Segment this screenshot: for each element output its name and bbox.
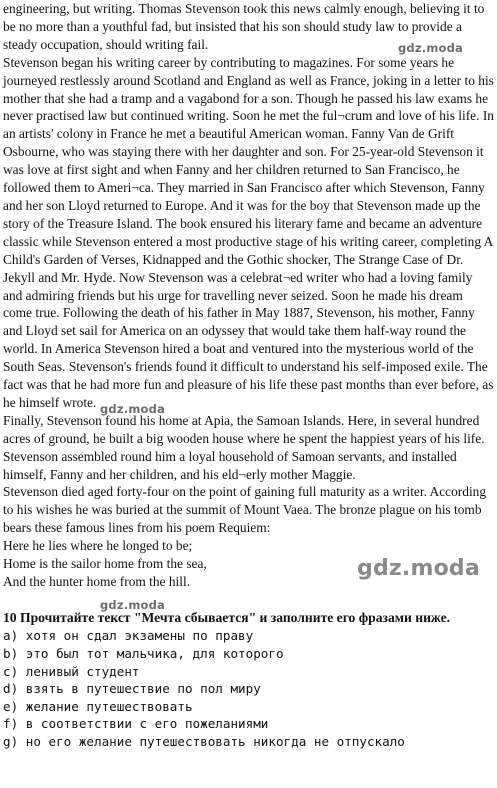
task-item-f: f) в соответствии с его пожеланиями (3, 716, 269, 732)
task-item-g: g) но его желание путешествовать никогда не отпускало (3, 733, 405, 749)
watermark-2: gdz.moda (100, 402, 166, 416)
watermark-3: gdz.moda (357, 556, 480, 581)
paragraph-4: Stevenson died aged forty-four on the point of gaining full maturity as a writer. According to his wishes he was buried at the summit of Mount Vaea. The bronze plague on his tomb bears these famous lines from his poem Requiem: (3, 484, 487, 536)
task-item-c: c) ленивый студент (3, 663, 140, 679)
task-item-e: e) желание путешествовать (3, 698, 193, 714)
paragraph-3: Finally, Stevenson found his home at Apia, the Samoan Islands. Here, in several hundred acres of ground, he built a big wooden house where he spent the happiest years of his life. Stevenson assembled round him a loyal household of Samoan servants, and installed himself, Fanny and her children, and his eld¬erly mother Maggie. (3, 412, 485, 482)
paragraph-2: Stevenson began his writing career by contributing to magazines. For some years he journeyed restlessly around Scotland and England as well as France, joking in a letter to his mother that she had a tramp and a vagabond for a son. Though he passed his law exams he never practised law but continued writing. Soon he met the ful¬crum and love of his life. In an artists' colony in France he met a beautiful American woman. Fanny Van de Grift Osbourne, who was staying there with her daughter and son. For 25-year-old Stevenson it was love at first sight and when Fanny and her children returned to San Francisco, he followed them to Ameri¬ca. They married in San Francisco after which Stevenson, Fanny and her son Lloyd returned to Europe. And it was for the boy that Stevenson made up the story of the Treasure Island. The book ensured his literary fame and became an adventure classic while Stevenson entered a most productive stage of his writing career, completing A Child's Garden of Verses, Kidnapped and the Gothic shocker, The Strange Case of Dr. Jekyll and Mr. Hyde. Now Stevenson was a celebrat¬ed writer who had a loving family and admiring friends but his urge for travelling never seized. Soon he made his dream come true. Following the death of his father in May 1887, Stevenson, his mother, Fanny and Lloyd set sail for America on an odyssey that would take them half-way round the world. In America Stevenson hired a boat and ventured into the mysterious world of the South Seas. Stevenson's friends found it difficult to understand his self-imposed exile. The fact was that he had more fun and pleasure of his life these past months than ever before, as he himself wrote. (3, 54, 494, 410)
task-list (3, 627, 495, 750)
poem-line-3: And the hunter home from the hill. (3, 574, 191, 589)
poem-line-1: Here he lies where he longed to be; (3, 538, 193, 554)
poem-line-2: Home is the sailor home from the sea, (3, 556, 207, 572)
document-page (3, 0, 495, 751)
task-section (3, 609, 495, 751)
text-body (3, 0, 495, 537)
watermark-1: gdz.moda (398, 41, 464, 55)
task-title: 10 Прочитайте текст "Мечта сбывается" и заполните его фразами ниже. (3, 609, 451, 625)
paragraph-1: engineering, but writing. Thomas Stevenson took this news calmly enough, believing it to be no more than a youthful fad, but insisted that his son should study law to provide a steady occupation, should writing fail. (3, 1, 485, 52)
task-item-a: а) хотя он сдал экзамены по праву (3, 628, 254, 644)
task-item-b: b) это был тот мальчика, для которого (3, 646, 284, 661)
watermark-4: gdz.moda (100, 598, 166, 612)
task-item-d: d) взять в путешествие по пол миру (3, 681, 261, 697)
